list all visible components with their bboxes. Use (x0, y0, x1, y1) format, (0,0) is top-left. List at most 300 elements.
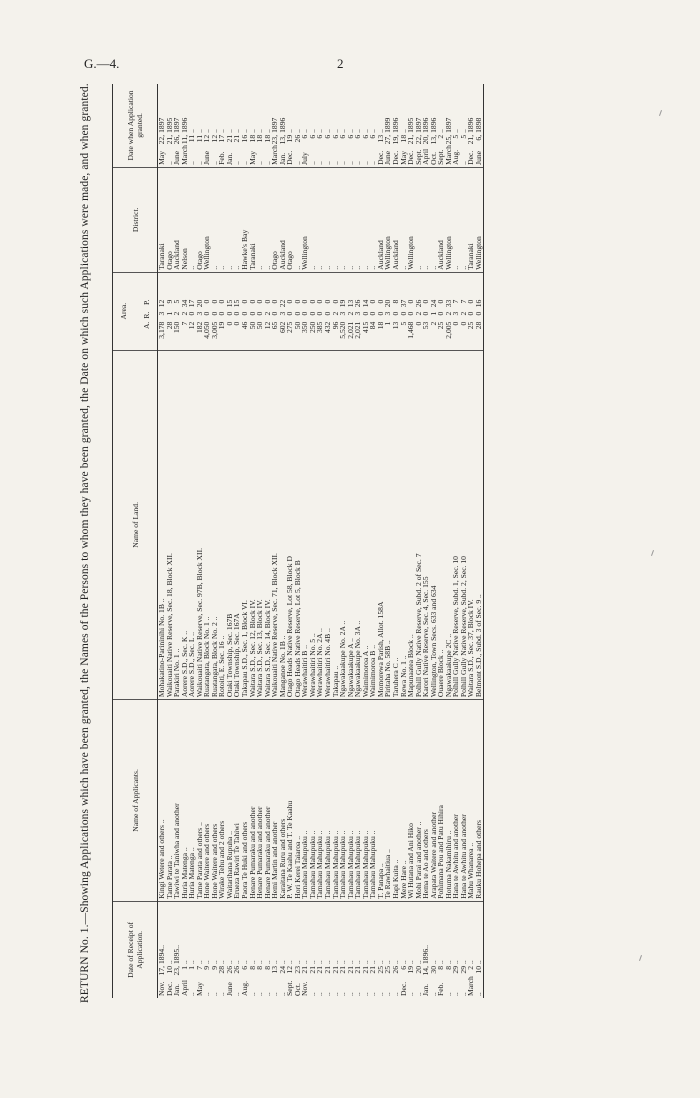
area-roods: 0 (247, 311, 257, 316)
receipt-year: .. (451, 960, 461, 964)
receipt-month: .. (375, 992, 385, 996)
receipt-year: .. (179, 960, 189, 964)
land-cell: Werawhaitiri No. 2A .. (316, 350, 324, 699)
area-roods: 0 (224, 311, 234, 316)
receipt-month: .. (330, 992, 340, 996)
receipt-day: 21 (300, 966, 310, 974)
land-cell: Ouaere Block .. (437, 350, 445, 699)
receipt-month: .. (232, 992, 242, 996)
receipt-day: 10 (164, 966, 174, 974)
granted-year: 1897 (157, 117, 166, 133)
area-acres: 602 (277, 321, 287, 334)
area-perches: 13 (345, 299, 355, 308)
receipt-year: .. (217, 960, 227, 964)
granted-month: .. (338, 161, 348, 165)
receipt-date-cell (196, 901, 204, 998)
applicant-cell: Tame Parata .. (166, 700, 174, 902)
applicant-cell: Tamahau Mahupuku .. (362, 700, 370, 902)
land-cell: Werawhaitiri No. 4B .. (324, 350, 332, 699)
granted-year: .. (360, 129, 370, 133)
granted-month: Dec. (375, 150, 385, 165)
granted-day: 6 (345, 134, 355, 139)
granted-year: .. (217, 129, 227, 133)
granted-month: .. (232, 161, 242, 165)
receipt-date-cell (369, 901, 377, 998)
land-cell: Waitara S.D., Sec. 14, Block IV. (264, 350, 272, 699)
area-roods: 0 (217, 311, 227, 316)
receipt-year: .. (164, 960, 174, 964)
receipt-month: .. (345, 992, 355, 996)
area-perches: 15 (224, 299, 234, 308)
granted-date-cell (309, 84, 317, 167)
district-cell: .. (347, 167, 355, 272)
receipt-date-cell (384, 901, 392, 998)
receipt-year: .. (187, 960, 197, 964)
granted-month: Dec. (406, 150, 416, 165)
district-cell: .. (415, 167, 423, 272)
area-acres: 25 (466, 321, 476, 330)
district-cell: Auckland (437, 167, 445, 272)
area-roods: 3 (194, 311, 204, 316)
land-cell: Aorere S.D., Sec. L .. (188, 350, 196, 699)
granted-day: 20, (421, 134, 431, 145)
area-perches: 22 (277, 299, 287, 308)
receipt-day: 9 (202, 966, 212, 970)
area-perches: 7 (458, 299, 468, 304)
district-cell: Taranaki (249, 167, 257, 272)
area-perches: 17 (187, 299, 197, 308)
area-roods: 0 (323, 311, 333, 316)
granted-day: 21 (232, 134, 242, 143)
table-row (369, 84, 377, 998)
receipt-day: 10 (473, 966, 483, 974)
area-perches: 0 (323, 299, 333, 304)
granted-day: 26, (172, 134, 182, 145)
granted-year: 1896 (179, 117, 189, 133)
area-roods: 2 (443, 311, 453, 316)
area-perches: 14 (360, 299, 370, 308)
area-acres: 3,178 (157, 321, 166, 339)
granted-year: 1895 (164, 117, 174, 133)
area-roods: 0 (270, 311, 280, 316)
area-roods: 3 (451, 311, 461, 316)
receipt-year: .. (473, 960, 483, 964)
receipt-day: 1 (179, 966, 189, 970)
area-perches: 26 (413, 299, 423, 308)
area-perches: 34 (179, 299, 189, 308)
receipt-year: .. (436, 960, 446, 964)
area-roods: 0 (187, 311, 197, 316)
granted-year: 1896 (421, 117, 431, 133)
granted-date-cell (347, 84, 355, 167)
area-roods: 3 (157, 311, 166, 316)
applicant-cell: Paora Te Huki and others (241, 700, 249, 902)
receipt-date-cell (316, 901, 324, 998)
granted-month: .. (209, 161, 219, 165)
area-unit-label: R. (142, 311, 151, 319)
granted-day: 2 (436, 134, 446, 139)
area-acres: 18 (375, 321, 385, 330)
area-acres: 13 (390, 321, 400, 330)
receipt-month: April (179, 979, 189, 996)
district-cell: .. (294, 167, 302, 272)
land-cell: Polhill Gully Native Reserve, Subd. 1, Sec. 10 (452, 350, 460, 699)
receipt-day: 19 (406, 966, 416, 974)
land-cell: Parakiri No. 1 .. (173, 350, 181, 699)
receipt-date-cell (211, 901, 219, 998)
area-acres: 12 (187, 321, 197, 330)
receipt-month: .. (390, 992, 400, 996)
granted-day: 6, (473, 134, 483, 141)
receipt-year: .. (345, 960, 355, 964)
area-perches: 0 (330, 299, 340, 304)
area-acres: 50 (292, 321, 302, 330)
area-perches: 0 (300, 299, 310, 304)
area-acres: 3,005 (209, 321, 219, 339)
land-cell: Ngawakaakupe 2C .. (445, 350, 453, 699)
receipt-day: 6 (398, 966, 408, 970)
receipt-day: 25 (383, 966, 393, 974)
receipt-year: .. (277, 960, 287, 964)
receipt-day: 8 (443, 966, 453, 970)
granted-year: .. (451, 129, 461, 133)
granted-year: .. (240, 129, 250, 133)
applicant-cell: Rauku Hohepa and others (475, 700, 483, 902)
area-acres: 0 (232, 321, 242, 326)
applicant-cell: Tamahau Mahupuku .. (316, 700, 324, 902)
granted-year: 1897 (443, 117, 453, 133)
district-cell: .. (218, 167, 226, 272)
district-cell: Wellington (384, 167, 392, 272)
granted-year: 1896 (466, 117, 476, 133)
land-cell: Rewa No. 1 .. (400, 350, 408, 699)
receipt-month: .. (255, 992, 265, 996)
receipt-month: .. (262, 992, 272, 996)
area-roods: 2 (345, 311, 355, 316)
receipt-year: .. (323, 960, 333, 964)
granted-day: 17 (217, 134, 227, 143)
receipt-year: .. (330, 960, 340, 964)
granted-day: 21, (406, 134, 416, 145)
receipt-day: 20 (413, 966, 423, 974)
receipt-date-cell (324, 901, 332, 998)
receipt-date-cell (362, 901, 370, 998)
granted-year: .. (300, 129, 310, 133)
area-acres: 46 (240, 321, 250, 330)
granted-year: .. (232, 129, 242, 133)
land-cell: Momorewa Parish, Allot. 158A (377, 350, 385, 699)
area-acres: 275 (285, 321, 295, 334)
granted-year: .. (255, 129, 265, 133)
receipt-date-cell (332, 901, 340, 998)
district-cell: Auckland (392, 167, 400, 272)
header-area-units (142, 275, 151, 348)
district-cell: .. (400, 167, 408, 272)
area-perches: 0 (285, 299, 295, 304)
granted-month: May (247, 150, 257, 165)
area-roods: 2 (330, 311, 340, 316)
area-acres: 1 (383, 321, 393, 326)
granted-day: 18 (255, 134, 265, 143)
granted-month: .. (262, 161, 272, 165)
receipt-year: .. (202, 960, 212, 964)
applicant-cell: Hotuma Nakamihiru .. (445, 700, 453, 902)
receipt-year: .. (247, 960, 257, 964)
applicant-cell: Tamahau Mahupuku .. (309, 700, 317, 902)
receipt-month: .. (473, 992, 483, 996)
receipt-date-cell (203, 901, 211, 998)
applicant-cell: Hana te Awhitu and another (452, 700, 460, 902)
granted-year: 1896 (277, 117, 287, 133)
area-roods: 0 (398, 311, 408, 316)
granted-year: .. (202, 129, 212, 133)
land-cell: Ngawakaakupe A .. (347, 350, 355, 699)
granted-year: .. (398, 129, 408, 133)
header-land: Name of Land. (113, 350, 158, 699)
receipt-year: .. (406, 960, 416, 964)
receipt-year: .. (360, 960, 370, 964)
receipt-date-cell (347, 901, 355, 998)
receipt-month: .. (277, 992, 287, 996)
applicant-cell: Tamahau Mahupuku .. (369, 700, 377, 902)
receipt-month: May (194, 982, 204, 996)
granted-year: .. (187, 129, 197, 133)
granted-day: 6 (323, 134, 333, 139)
granted-month: April (421, 148, 431, 165)
receipt-year: 1896.. (421, 945, 431, 964)
land-cell: Ruatangata, Block No. 1 .. (203, 350, 211, 699)
receipt-day: 21 (307, 966, 317, 974)
granted-year: .. (194, 129, 204, 133)
granted-day: 23, (270, 134, 280, 145)
header-area (113, 272, 158, 350)
receipt-year: .. (270, 960, 280, 964)
receipt-day: 26 (390, 966, 400, 974)
granted-day: 6 (315, 134, 325, 139)
applicant-cell: Waitarihana Rupuha .. (226, 700, 234, 902)
area-roods: 2 (262, 311, 272, 316)
receipt-month: Jan. (172, 983, 182, 996)
granted-date-cell (226, 84, 234, 167)
granted-month: .. (345, 161, 355, 165)
granted-year: .. (247, 129, 257, 133)
receipt-month: .. (209, 992, 219, 996)
granted-month: March (179, 145, 189, 165)
granted-month: May (157, 150, 166, 165)
district-cell: Auckland (377, 167, 385, 272)
area-roods: 2 (179, 311, 189, 316)
page-number: 2 (337, 56, 344, 71)
granted-date-cell (354, 84, 362, 167)
granted-year: .. (209, 129, 219, 133)
receipt-day: 25 (375, 966, 385, 974)
applicant-cell: Tamahau Mahupuku .. (324, 700, 332, 902)
area-perches: 20 (383, 299, 393, 308)
area-perches: 0 (262, 299, 272, 304)
district-cell: .. (422, 167, 430, 272)
granted-day: 12 (209, 134, 219, 143)
receipt-year: .. (390, 960, 400, 964)
area-acres: 0 (413, 321, 423, 326)
granted-year: .. (375, 129, 385, 133)
applicant-cell: Tamahau Mahupuku .. (301, 700, 309, 902)
area-acres: 150 (172, 321, 182, 334)
district-cell: Nelson (181, 167, 189, 272)
area-roods: 0 (292, 311, 302, 316)
granted-year: .. (224, 129, 234, 133)
district-cell: .. (339, 167, 347, 272)
granted-month: June (172, 150, 182, 165)
granted-year: .. (353, 129, 363, 133)
receipt-day: 21 (368, 966, 378, 974)
applicant-cell: Wi Hutana and Ani Hiko (407, 700, 415, 902)
land-cell: Ngawakaakupe No. 3A .. (354, 350, 362, 699)
area-roods: 0 (307, 311, 317, 316)
receipt-month: March (466, 976, 476, 996)
area-roods: 0 (202, 311, 212, 316)
land-cell: Waimimoroa B .. (369, 350, 377, 699)
district-cell: .. (460, 167, 468, 272)
receipt-day: 21 (353, 966, 363, 974)
applicant-cell: Tamahau Mahupuku .. (332, 700, 340, 902)
receipt-year: .. (194, 960, 204, 964)
area-roods: 0 (209, 311, 219, 316)
granted-day: 22, (413, 134, 423, 145)
district-cell: .. (188, 167, 196, 272)
receipt-month: .. (307, 992, 317, 996)
area-roods: 0 (421, 311, 431, 316)
granted-day: 6 (300, 134, 310, 139)
area-acres: 65 (270, 321, 280, 330)
granted-day: 6 (353, 134, 363, 139)
area-acres: 4,050 (202, 321, 212, 339)
area-roods: 0 (232, 311, 242, 316)
area-perches: 24 (428, 299, 438, 308)
district-cell: Wellington (407, 167, 415, 272)
granted-month: .. (368, 161, 378, 165)
area-acres: 2,021 (353, 321, 363, 339)
receipt-month: .. (323, 992, 333, 996)
receipt-day: 23 (292, 966, 302, 974)
receipt-date-cell (309, 901, 317, 998)
area-acres: 2 (428, 321, 438, 326)
area-acres: 5,520 (338, 321, 348, 339)
area-perches: 0 (209, 299, 219, 304)
receipt-month: Aug. (240, 981, 250, 996)
receipt-month: .. (360, 992, 370, 996)
granted-day: 5 (458, 134, 468, 139)
receipt-month: .. (217, 992, 227, 996)
receipt-year: .. (240, 960, 250, 964)
granted-date-cell (316, 84, 324, 167)
receipt-date-cell (445, 901, 453, 998)
receipt-date-cell (339, 901, 347, 998)
granted-month: Jan. (224, 152, 234, 165)
area-perches: 0 (307, 299, 317, 304)
granted-month: July (300, 152, 310, 165)
area-roods: 0 (466, 311, 476, 316)
granted-date-cell (452, 84, 460, 167)
land-cell: Waitara S.D., Sec. 12, Block IV. (249, 350, 257, 699)
granted-day: 5 (451, 134, 461, 139)
receipt-month: .. (353, 992, 363, 996)
area-acres: 1,468 (406, 321, 416, 339)
district-cell: .. (264, 167, 272, 272)
granted-day: 19 (285, 134, 295, 143)
applicant-cell: Tamahau Mahupuku .. (339, 700, 347, 902)
receipt-day: 26 (232, 966, 242, 974)
granted-year: .. (292, 129, 302, 133)
area-perches: 0 (270, 299, 280, 304)
receipt-year: .. (285, 960, 295, 964)
applicant-cell: T. Panapa .. (377, 700, 385, 902)
granted-month: .. (194, 161, 204, 165)
granted-day: 19, (390, 134, 400, 145)
granted-year: .. (338, 129, 348, 133)
receipt-date-cell (301, 901, 309, 998)
granted-date-cell (203, 84, 211, 167)
land-cell: Waitara S.D., Sec. 37, Block IV. (467, 350, 475, 699)
district-cell: .. (233, 167, 241, 272)
document-reference: G.—4. (84, 56, 120, 71)
applicant-cell: Hema te Ao and others (422, 700, 430, 902)
district-cell: Auckland (173, 167, 181, 272)
receipt-month: .. (315, 992, 325, 996)
granted-year: 1897 (413, 117, 423, 133)
granted-date-cell (362, 84, 370, 167)
header-date-receipt: Date of Receipt of Application. (113, 901, 158, 998)
receipt-year: .. (368, 960, 378, 964)
area-unit-label: P. (142, 299, 151, 305)
land-cell: Wellington, Town Secs. 633 and 634 (430, 350, 438, 699)
granted-month: Jan. (277, 152, 287, 165)
receipt-day: 23, (172, 966, 182, 976)
receipt-year: .. (232, 960, 242, 964)
district-cell: .. (362, 167, 370, 272)
area-perches: 0 (368, 299, 378, 304)
granted-month: June (473, 150, 483, 165)
land-cell: Werawhaitiri No. 5 .. (309, 350, 317, 699)
granted-year: 1899 (383, 117, 393, 133)
area-acres: 96 (330, 321, 340, 330)
applicant-cell: Hone Waitere and others (203, 700, 211, 902)
granted-day: 11 (187, 134, 197, 143)
receipt-day: 21 (315, 966, 325, 974)
area-perches: 9 (164, 299, 174, 304)
receipt-day: 29 (458, 966, 468, 974)
granted-month: .. (353, 161, 363, 165)
district-cell: .. (309, 167, 317, 272)
receipt-day: 8 (255, 966, 265, 970)
land-cell: Waikouaiti Native Reserve, Sec. 97B, Block XII. (196, 350, 204, 699)
granted-day: 18 (247, 134, 257, 143)
receipt-month: .. (451, 992, 461, 996)
district-cell: .. (211, 167, 219, 272)
applicant-cell: Tawiwi te Taniwha and another (173, 700, 181, 902)
receipt-day: 8 (436, 966, 446, 970)
applicant-cell: Hori Kerei Taiaroa .. (294, 700, 302, 902)
receipt-year: .. (398, 960, 408, 964)
area-perches: 12 (157, 299, 166, 308)
receipt-year: 1894.. (157, 945, 166, 964)
district-cell: Hawke's Bay (241, 167, 249, 272)
district-cell: .. (430, 167, 438, 272)
district-cell: Taranaki (158, 167, 166, 272)
receipt-date-cell (249, 901, 257, 998)
granted-date-cell (324, 84, 332, 167)
area-roods: 0 (240, 311, 250, 316)
receipt-month: .. (270, 992, 280, 996)
